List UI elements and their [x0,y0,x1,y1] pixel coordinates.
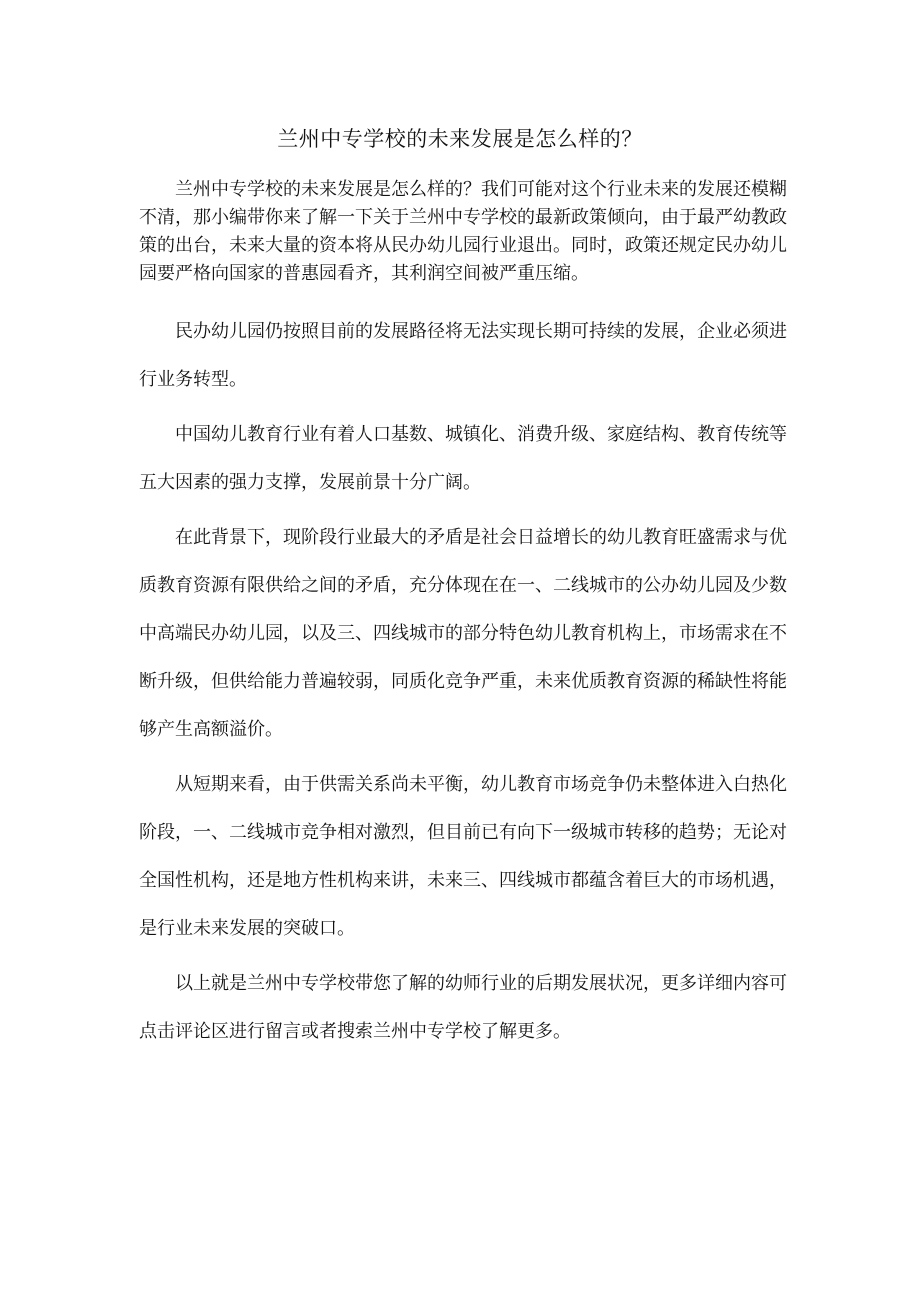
paragraph-transformation: 民办幼儿园仍按照目前的发展路径将无法实现长期可持续的发展，企业必须进行业务转型。 [139,321,787,390]
paragraph-market-contradiction: 在此背景下，现阶段行业最大的矛盾是社会日益增长的幼儿教育旺盛需求与优质教育资源有限供给之间的矛盾，充分体现在在一、二线城市的公办幼儿园及少数中高端民办幼儿园，以及三、四线城市的部分特色幼儿教育机构上，市场需求在不断升级，但供给能力普遍较弱，同质化竞争严重，未来优质教育资源的稀缺性将能够产生高额溢价。 [139,527,787,740]
document-title: 兰州中专学校的未来发展是怎么样的？ [277,127,643,151]
paragraph-intro: 兰州中专学校的未来发展是怎么样的？我们可能对这个行业未来的发展还模糊不清，那小编带你来了解一下关于兰州中专学校的最新政策倾向，由于最严幼教政策的出台，未来大量的资本将从民办幼儿园行业退出。同时，政策还规定民办幼儿园要严格向国家的普惠园看齐，其利润空间被严重压缩。 [139,179,787,284]
paragraph-growth-factors: 中国幼儿教育行业有着人口基数、城镇化、消费升级、家庭结构、教育传统等五大因素的强力支撑，发展前景十分广阔。 [139,424,787,493]
document-body [139,176,787,1063]
paragraph-conclusion: 以上就是兰州中专学校带您了解的幼师行业的后期发展状况，更多详细内容可点击评论区进行留言或者搜索兰州中专学校了解更多。 [139,973,787,1042]
paragraph-short-term-outlook: 从短期来看，由于供需关系尚未平衡，幼儿教育市场竞争仍未整体进入白热化阶段，一、二线城市竞争相对激烈，但目前已有向下一级城市转移的趋势；无论对全国性机构，还是地方性机构来讲，未来三、四线城市都蕴含着巨大的市场机遇，是行业未来发展的突破口。 [139,774,787,939]
